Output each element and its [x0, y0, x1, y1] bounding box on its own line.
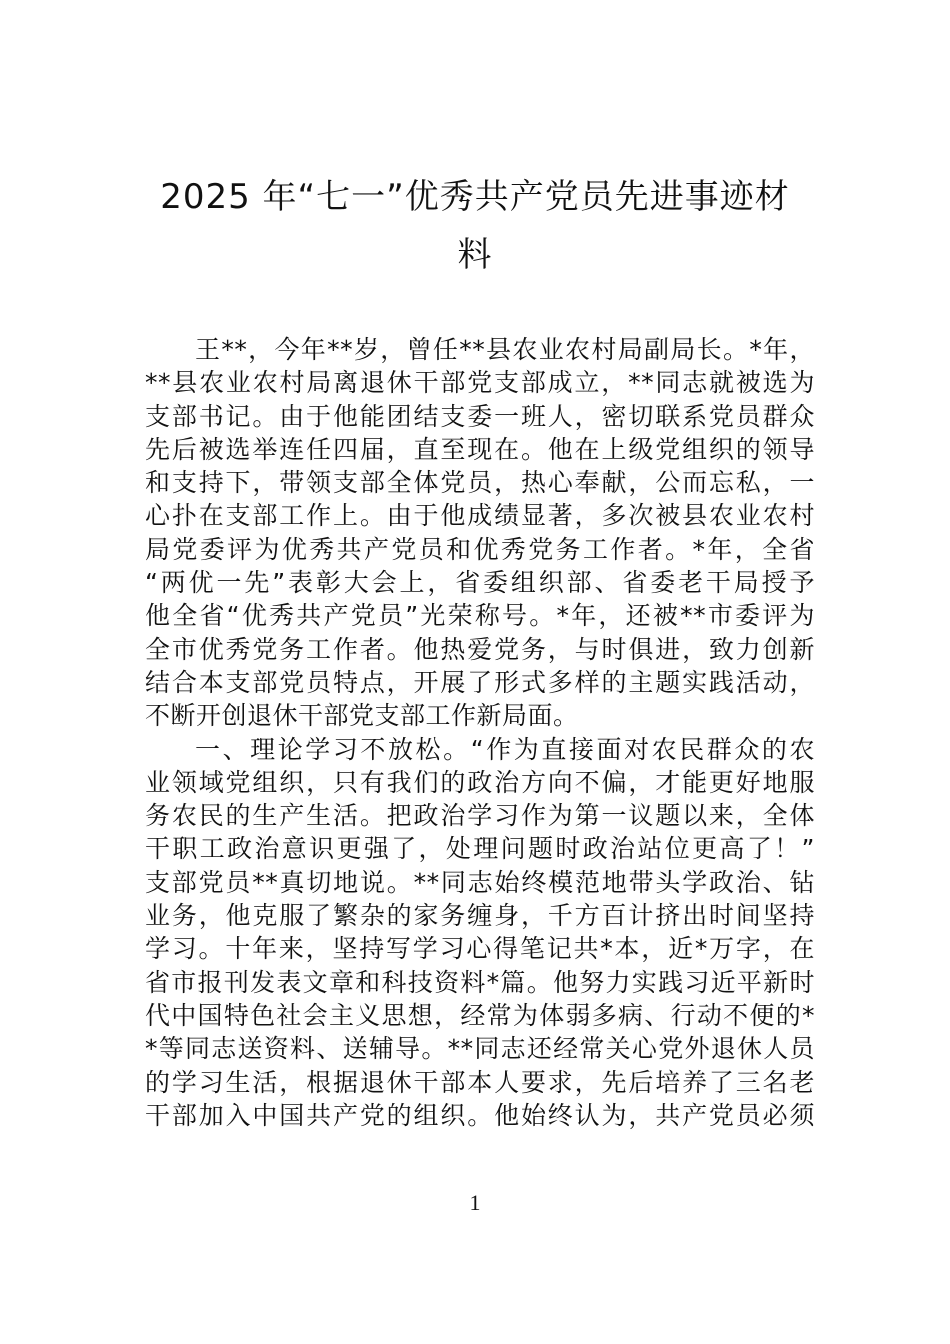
- body-line: 全市优秀党务工作者。他热爱党务，与时俱进，致力创新: [145, 634, 815, 664]
- body-line: 代中国特色社会主义思想，经常为体弱多病、行动不便的*: [145, 1000, 815, 1030]
- body-line: 省市报刊发表文章和科技资料*篇。他努力实践习近平新时: [145, 967, 815, 997]
- body-line: *等同志送资料、送辅导。**同志还经常关心党外退休人员: [145, 1034, 815, 1064]
- body-line: 支部书记。由于他能团结支委一班人，密切联系党员群众: [145, 401, 815, 431]
- body-line: 支部党员**真切地说。**同志始终模范地带头学政治、钻: [145, 867, 815, 897]
- body-line: 心扑在支部工作上。由于他成绩显著，多次被县农业农村: [145, 501, 815, 531]
- body-line: 局党委评为优秀共产党员和优秀党务工作者。*年，全省: [145, 534, 815, 564]
- body-line: 他全省“优秀共产党员”光荣称号。*年，还被**市委评为: [145, 601, 815, 631]
- body-line: 务农民的生产生活。把政治学习作为第一议题以来，全体: [145, 801, 815, 831]
- body-line: 干部加入中国共产党的组织。他始终认为，共产党员必须: [145, 1100, 815, 1130]
- document-title: [140, 168, 810, 284]
- document-body: [145, 333, 815, 1132]
- body-line: 不断开创退休干部党支部工作新局面。: [145, 701, 579, 731]
- title-line: 2025 年“七一”优秀共产党员先进事迹材: [160, 177, 790, 217]
- body-line: “两优一先”表彰大会上，省委组织部、省委老干局授予: [145, 568, 815, 598]
- body-line: 和支持下，带领支部全体党员，热心奉献，公而忘私，一: [145, 468, 815, 498]
- page-number: 1: [469, 1190, 481, 1215]
- body-line: 干职工政治意识更强了，处理问题时政治站位更高了！”: [145, 834, 815, 864]
- title-line: 料: [457, 235, 493, 275]
- body-line: **县农业农村局离退休干部党支部成立，**同志就被选为: [145, 368, 815, 398]
- body-line: 业务，他克服了繁杂的家务缠身，千方百计挤出时间坚持: [145, 901, 815, 931]
- body-line: 一、理论学习不放松。“作为直接面对农民群众的农: [195, 734, 815, 764]
- body-line: 学习。十年来，坚持写学习心得笔记共*本，近*万字，在: [145, 934, 815, 964]
- body-line: 业领域党组织，只有我们的政治方向不偏，才能更好地服: [145, 767, 815, 797]
- body-line: 王**，今年**岁，曾任**县农业农村局副局长。*年，: [195, 335, 815, 364]
- body-line: 先后被选举连任四届，直至现在。他在上级党组织的领导: [145, 434, 815, 464]
- body-line: 结合本支部党员特点，开展了形式多样的主题实践活动，: [145, 667, 815, 697]
- body-line: 的学习生活，根据退休干部本人要求，先后培养了三名老: [145, 1067, 815, 1097]
